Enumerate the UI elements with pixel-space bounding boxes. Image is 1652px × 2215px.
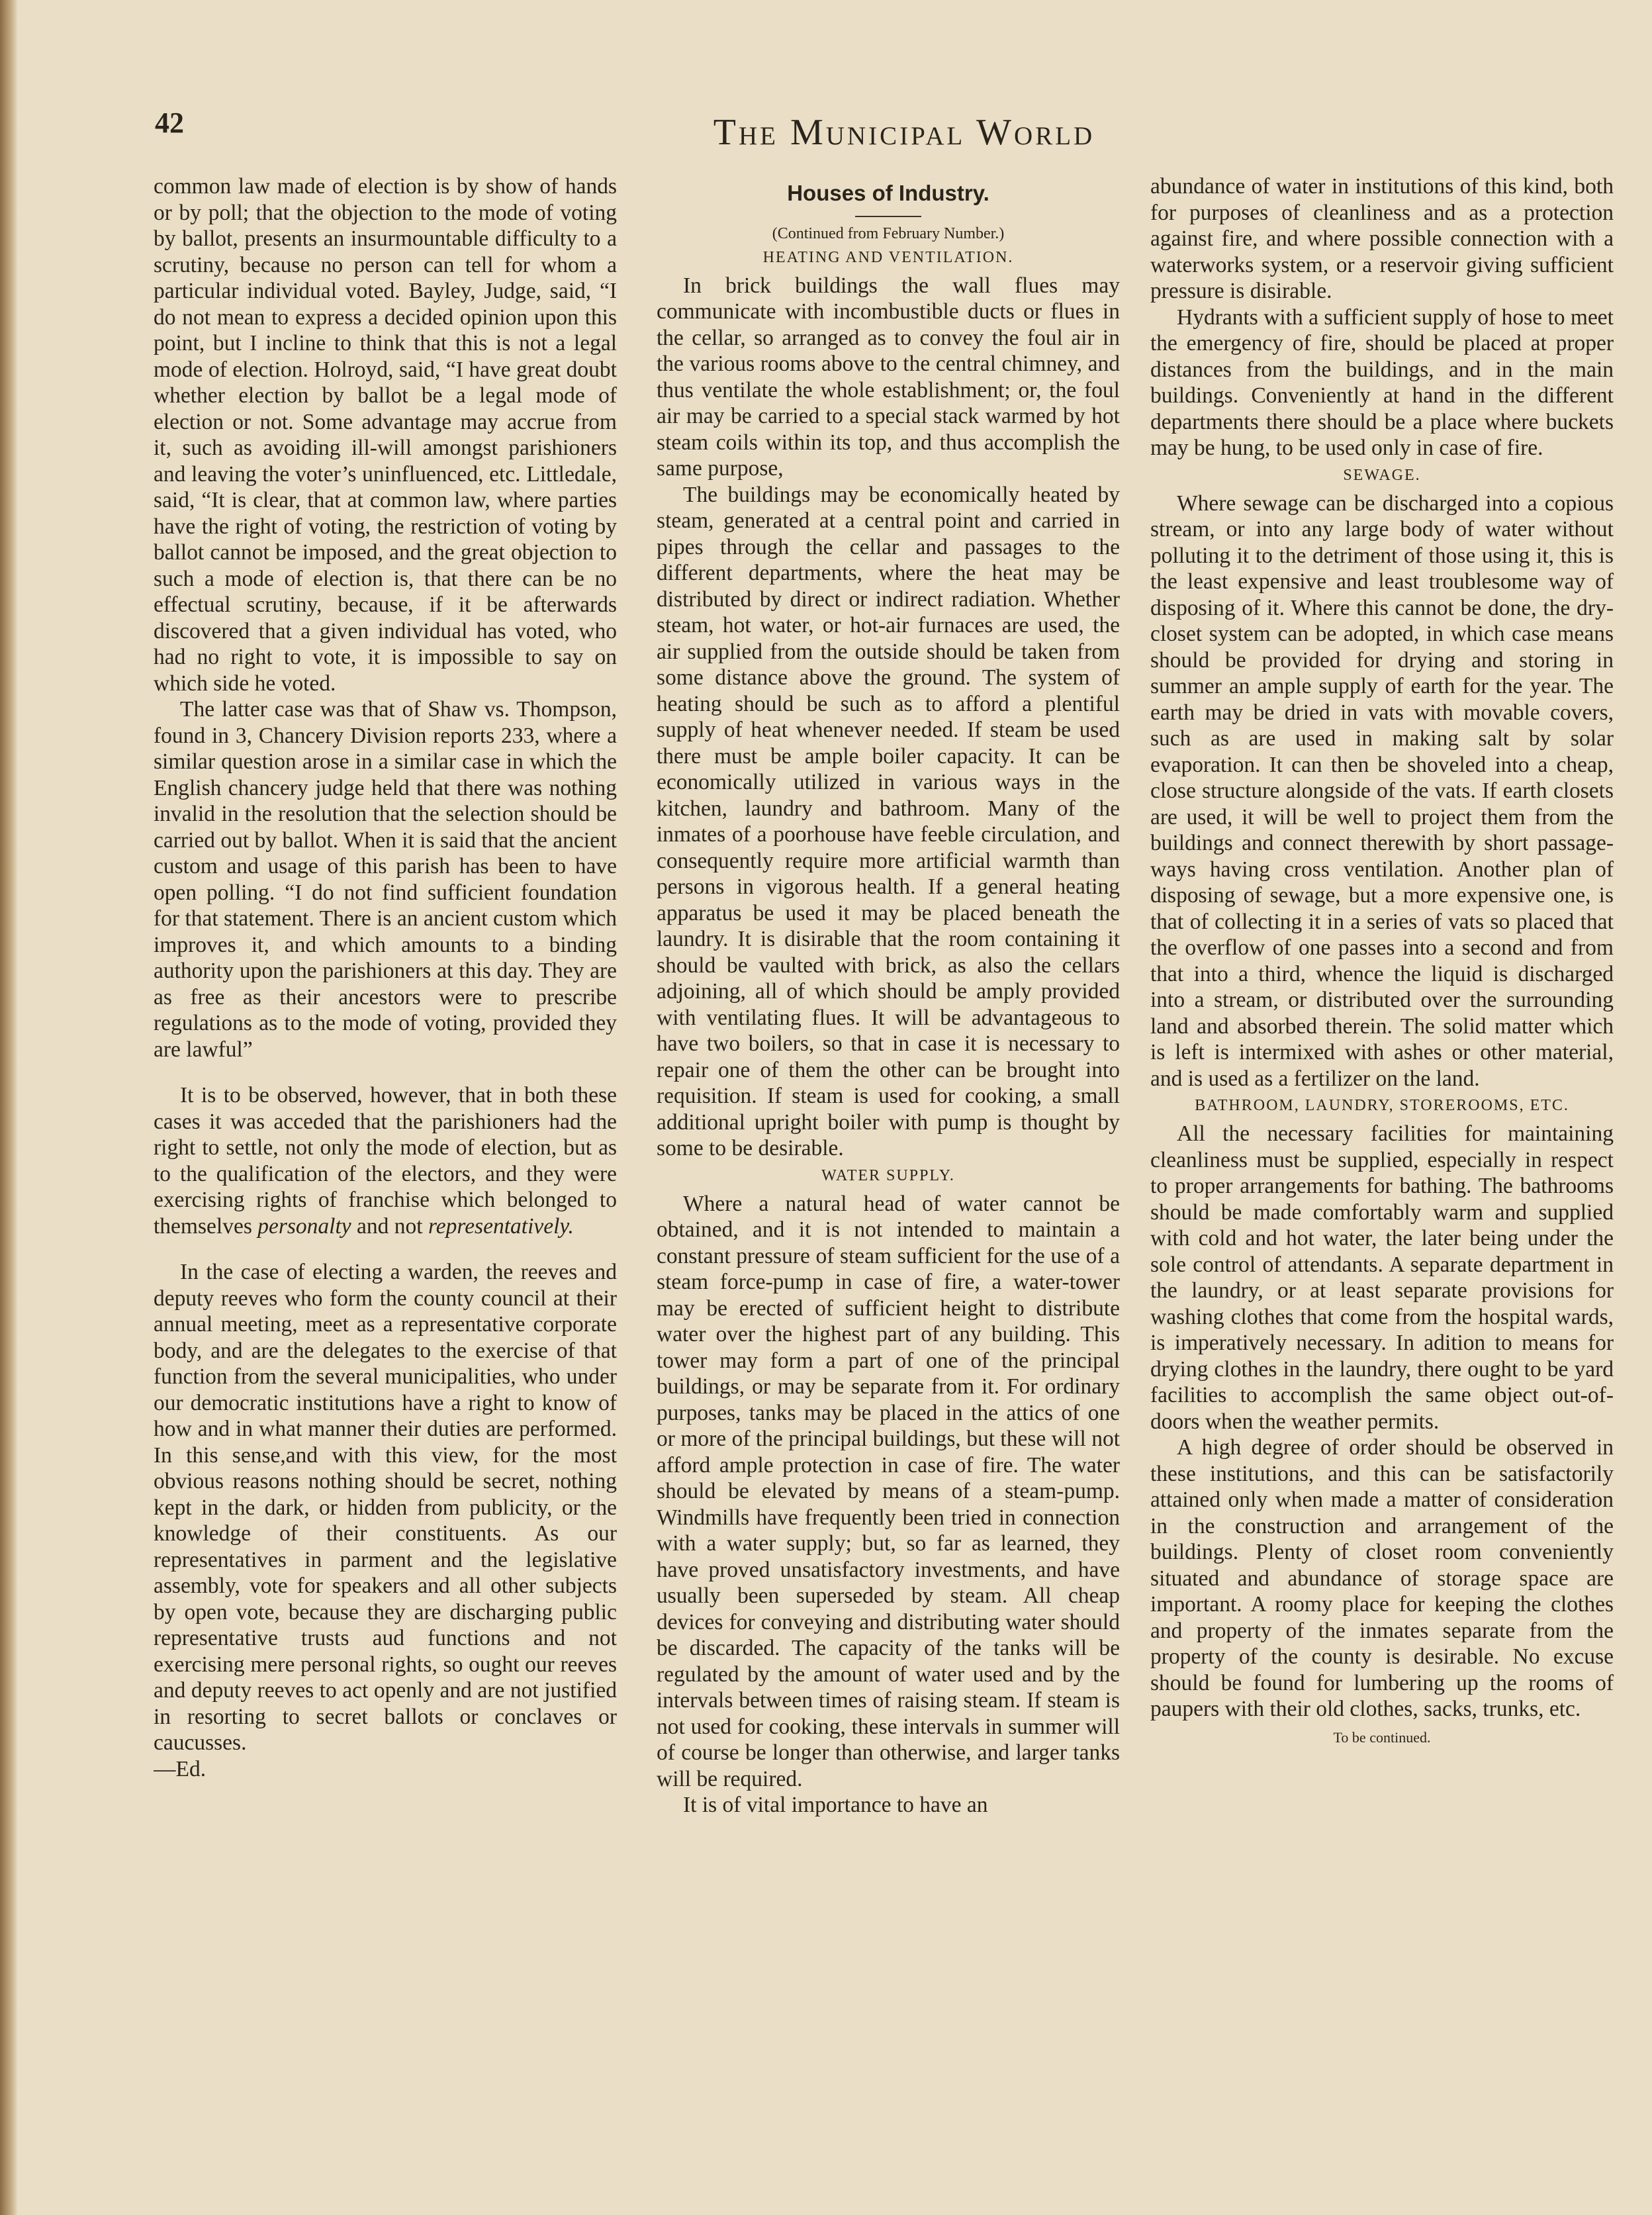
paragraph: A high degree of order should be observed in these institutions, and this can be satisfactorily attained only when made a matter of consideration in the construction and arrangement of the buildings. Plenty of closet room conveniently situated and abundance of storage space are important. A roomy place for keeping the clothes and property of the inmates separate from the property of the county is desirable. No excuse should be found for lumbering up the rooms of paupers with their old clothes, sacks, trunks, etc. bbox=[1150, 1435, 1614, 1721]
title-rule bbox=[855, 216, 921, 217]
paragraph: abundance of water in institutions of this kind, both for purposes of cleanliness and as a protection against fire, and where possible connection with a waterworks system, or a reservoir giving sufficient pressure is disirable. bbox=[1150, 174, 1614, 303]
section-heading: HEATING AND VENTILATION. bbox=[762, 248, 1014, 266]
paragraph bbox=[154, 1082, 617, 1239]
page bbox=[17, 0, 1652, 2215]
book-spine-shadow bbox=[0, 0, 17, 2215]
paragraph: All the necessary facilities for maintaining cleanliness must be supplied, especially in respect to proper arrangements for bathing. The bathrooms should be made comfortably warm and supplied with cold and hot water, the later being under the sole control of attendants. A separate department in the laundry, or at least separate provisions for washing clothes that come from the hospital wards, is imperatively necessary. In adition to means for drying clothes in the laundry, there ought to be yard facilities to accomplish the same object out-of-doors when the weather permits. bbox=[1150, 1121, 1614, 1434]
paragraph: The latter case was that of Shaw vs. Thompson, found in 3, Chancery Division reports 233, where a similar question arose in a similar case in which the English chancery judge held that there was nothing invalid in the resolution that the selection should be carried out by ballot. When it is said that the ancient custom and usage of this parish has been to have open polling. “I do not find sufficient foundation for that statement. There is an ancient custom which improves it, and which amounts to a binding authority upon the parishioners at this day. They are as free as their ancestors were to prescribe regulations as to the mode of voting, provided they are lawful” bbox=[154, 697, 617, 1062]
editor-signature: —Ed. bbox=[154, 1756, 206, 1781]
continued-footnote: To be continued. bbox=[1333, 1728, 1431, 1746]
paragraph: Hydrants with a sufficient supply of hose to meet the emergency of fire, should be placed at proper distances from the buildings, and in the main buildings. Conveniently at hand in the different departments there should be a place where buckets may be hung, to be used only in case of fire. bbox=[1150, 305, 1614, 460]
article-title: Houses of Industry. bbox=[787, 181, 989, 205]
paragraph: In brick buildings the wall flues may communicate with incombustible ducts or flues in the cellar, so arranged as to convey the foul air in the various rooms above to the central chimney, and thus ventilate the whole establishment; or, the foul air may be carried to a special stack warmed by hot steam coils within its top, and thus accomplish the same purpose, bbox=[657, 273, 1120, 481]
italic-text: personalty bbox=[257, 1213, 351, 1239]
column-1 bbox=[154, 173, 617, 2159]
column-2 bbox=[657, 173, 1120, 2159]
paragraph: The buildings may be economically heated by steam, generated at a central point and carried in pipes through the cellar and passages to the different departments, where the heat may be distributed by direct or indirect radiation. Whether steam, hot water, or hot-air furnaces are used, the air supplied from the outside should be taken from some distance above the ground. The system of heating should be such as to afford a plentiful supply of heat whenever needed. If steam be used there must be ample boiler capacity. It can be economically utilized in various ways in the kitchen, laundry and bathroom. Many of the inmates of a poorhouse have feeble circulation, and consequently require more artificial warmth than persons in vigorous health. If a general heating apparatus be used it may be placed beneath the laundry. It is disirable that the room containing it should be vaulted with brick, as also the cellars adjoining, all of which should be amply provided with ventilating flues. It will be advantageous to have two boilers, so that in case it is necessary to repair one of them the other can be brought into requisition. If steam is used for cooking, a small additional upright boiler with pump is thought by some to be desirable. bbox=[657, 482, 1120, 1160]
paragraph: Where a natural head of water cannot be obtained, and it is not intended to maintain a constant pressure of steam sufficient for the use of a steam force-pump in case of fire, a water-tower may be erected of sufficient height to distribute water over the highest part of any building. This tower may form a part of one of the principal buildings, or may be separate from it. For ordinary purposes, tanks may be placed in the attics of one or more of the principal buildings, but these will not afford ample protection in case of fire. The water should be elevated by means of a steam-pump. Windmills have frequently been tried in connection with a water supply; but, so far as learned, they have proved unsatisfactory investments, and have usually been superseded by steam. All cheap devices for conveying and distributing water should be discarded. The capacity of the tanks will be regulated by the amount of water used and by the intervals between times of raising steam. If steam is not used for cooking, these intervals in summer will of course be longer than otherwise, and larger tanks will be required. bbox=[657, 1191, 1120, 1791]
paragraph: common law made of election is by show of hands or by poll; that the objection to the mode of voting by ballot, presents an insurmountable difficulty to a scrutiny, because no person can tell for whom a particular individual voted. Bayley, Judge, said, “I do not mean to express a decided opinion upon this point, but I incline to think that this is not a legal mode of election. Holroyd, said, “I have great doubt whether election by ballot be a legal mode of election or not. Some advantage may accrue from it, such as avoiding ill-will amongst parishioners and leaving the voter’s uninfluenced, etc. Littledale, said, “It is clear, that at common law, where parties have the right of voting, the restriction of voting by ballot cannot be imposed, and the great objection to such a mode of election is, that there can be no effectual scrutiny, because, if it be afterwards discovered that a given individual has voted, who had no right to vote, it is impossible to say on which side he voted. bbox=[154, 174, 617, 696]
continued-note: (Continued from February Number.) bbox=[772, 224, 1005, 242]
section-heading: WATER SUPPLY. bbox=[821, 1166, 955, 1184]
text-run: and not bbox=[351, 1213, 428, 1239]
paragraph: It is of vital importance to have an bbox=[683, 1793, 988, 1817]
section-heading: SEWAGE. bbox=[1343, 466, 1421, 484]
column-3 bbox=[1150, 173, 1614, 2159]
italic-text: representatively. bbox=[428, 1213, 574, 1239]
paragraph: In the case of electing a warden, the reeves and deputy reeves who form the county council at their annual meeting, meet as a representative corporate body, and are the delegates to the exercise of that function from the several municipalities, who under our democratic institutions have a right to know of how and in what manner their duties are performed. In this sense,and with this view, for the most obvious reasons nothing should be secret, nothing kept in the dark, or hidden from publicity, or the knowledge of their constituents. As our representatives in parment and the legislative assembly, vote for speakers and all other subjects by open vote, because they are discharging public representative trusts aud functions and not exercising mere personal rights, so ought our reeves and deputy reeves to act openly and are not justified in resorting to secret ballots or conclaves or caucusses. bbox=[154, 1260, 617, 1755]
running-head-title: The Municipal World bbox=[713, 112, 1095, 153]
text-run: It is to be observed, however, that in both these cases it was acceded that the parishioners had the right to settle, not only the mode of election, but as to the qualification of the electors, and they were exercising rights of franchise which belonged to themselves bbox=[154, 1083, 617, 1239]
section-heading: BATHROOM, LAUNDRY, STOREROOMS, ETC. bbox=[1195, 1097, 1569, 1114]
page-number: 42 bbox=[155, 107, 184, 139]
paragraph: Where sewage can be discharged into a copious stream, or into any large body of water without polluting it to the detriment of those using it, this is the least expensive and least troublesome way of disposing of it. Where this cannot be done, the dry-closet system can be adopted, in which case means should be provided for drying and storing in summer an ample supply of earth for the year. The earth may be dried in vats with movable covers, such as are used in making salt by solar evaporation. It can then be shoveled into a cheap, close structure alongside of the vats. If earth closets are used, it will be well to project them from the buildings and connect therewith by short passage-ways having cross ventilation. Another plan of disposing of sewage, but a more expensive one, is that of collecting it in a series of vats so placed that the overflow of one passes into a second and from that into a third, whence the liquid is discharged into a stream, or distributed over the surrounding land and absorbed therein. The solid matter which is left is intermixed with ashes or other material, and is used as a fertilizer on the land. bbox=[1150, 491, 1614, 1091]
